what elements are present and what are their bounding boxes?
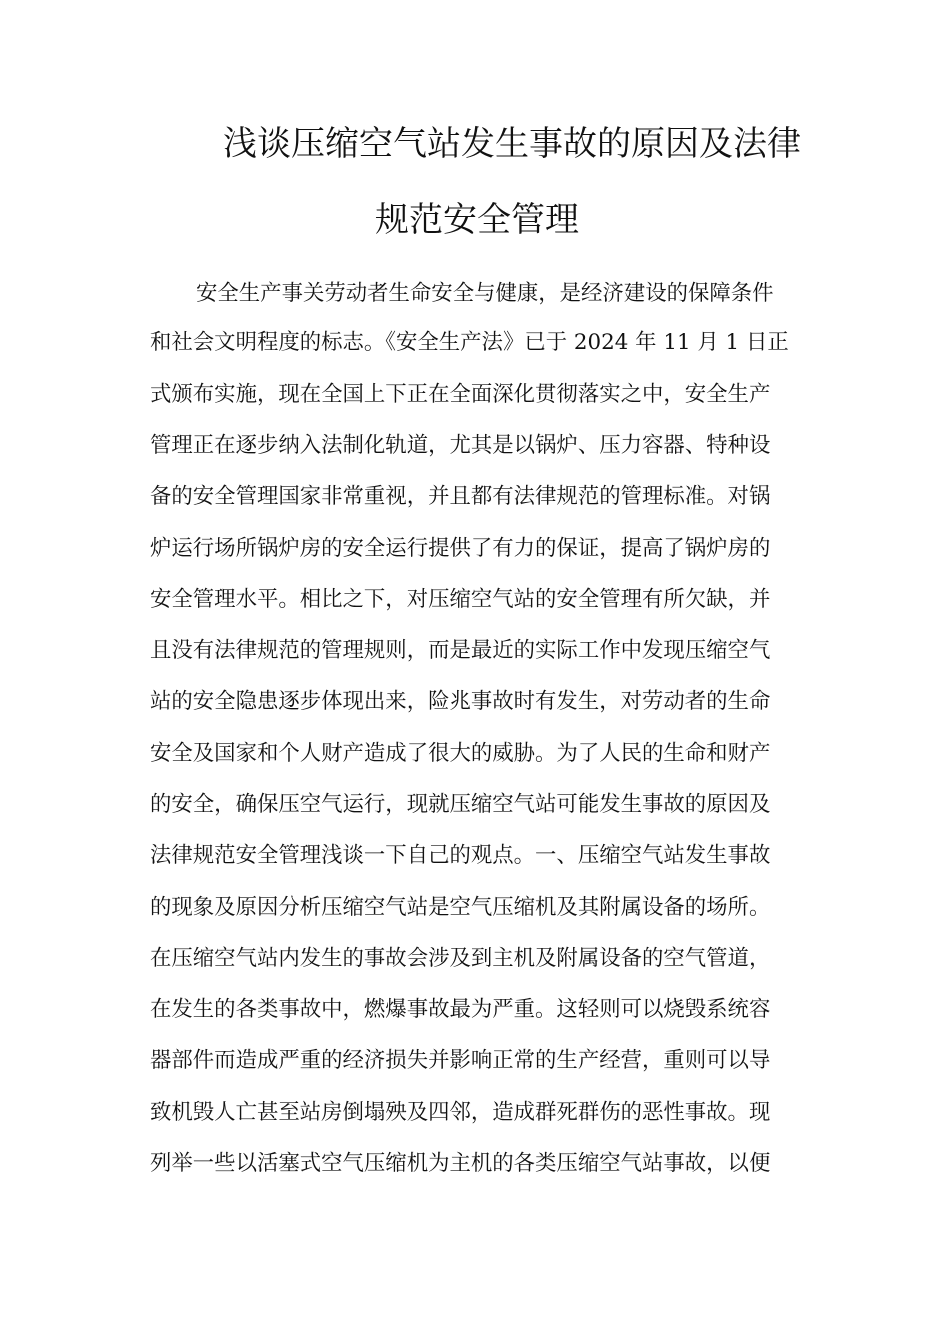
paragraph-line: 站的安全隐患逐步体现出来，险兆事故时有发生，对劳动者的生命	[150, 689, 771, 714]
paragraph-line: 法律规范安全管理浅谈一下自己的观点。一、压缩空气站发生事故	[150, 843, 771, 868]
paragraph-line: 在压缩空气站内发生的事故会涉及到主机及附属设备的空气管道，	[150, 946, 771, 971]
paragraph-line: 列举一些以活塞式空气压缩机为主机的各类压缩空气站事故，以便	[150, 1151, 771, 1176]
paragraph-line: 致机毁人亡甚至站房倒塌殃及四邻，造成群死群伤的恶性事故。现	[150, 1100, 771, 1125]
paragraph-line: 式颁布实施，现在全国上下正在全面深化贯彻落实之中，安全生产	[150, 382, 771, 407]
paragraph-line: 安全及国家和个人财产造成了很大的威胁。为了人民的生命和财产	[150, 741, 771, 766]
paragraph-line: 备的安全管理国家非常重视，并且都有法律规范的管理标准。对锅	[150, 484, 771, 509]
paragraph-line: 管理正在逐步纳入法制化轨道，尤其是以锅炉、压力容器、特种设	[150, 433, 771, 458]
document-title-line-2: 规范安全管理	[375, 200, 579, 240]
paragraph-line: 且没有法律规范的管理规则，而是最近的实际工作中发现压缩空气	[150, 638, 771, 663]
document-title-line-1: 浅谈压缩空气站发生事故的原因及法律	[223, 124, 801, 164]
paragraph-line: 的安全，确保压空气运行，现就压缩空气站可能发生事故的原因及	[150, 792, 771, 817]
paragraph-line: 安全生产事关劳动者生命安全与健康，是经济建设的保障条件	[196, 281, 774, 306]
paragraph-line: 和社会文明程度的标志。《安全生产法》已于 2024 年 11 月 1 日正	[150, 330, 789, 355]
paragraph-line: 炉运行场所锅炉房的安全运行提供了有力的保证，提高了锅炉房的	[150, 536, 771, 561]
paragraph-line: 安全管理水平。相比之下，对压缩空气站的安全管理有所欠缺，并	[150, 587, 771, 612]
paragraph-line: 的现象及原因分析压缩空气站是空气压缩机及其附属设备的场所。	[150, 895, 771, 920]
paragraph-line: 在发生的各类事故中，燃爆事故最为严重。这轻则可以烧毁系统容	[150, 997, 771, 1022]
paragraph-line: 器部件而造成严重的经济损失并影响正常的生产经营，重则可以导	[150, 1048, 771, 1073]
